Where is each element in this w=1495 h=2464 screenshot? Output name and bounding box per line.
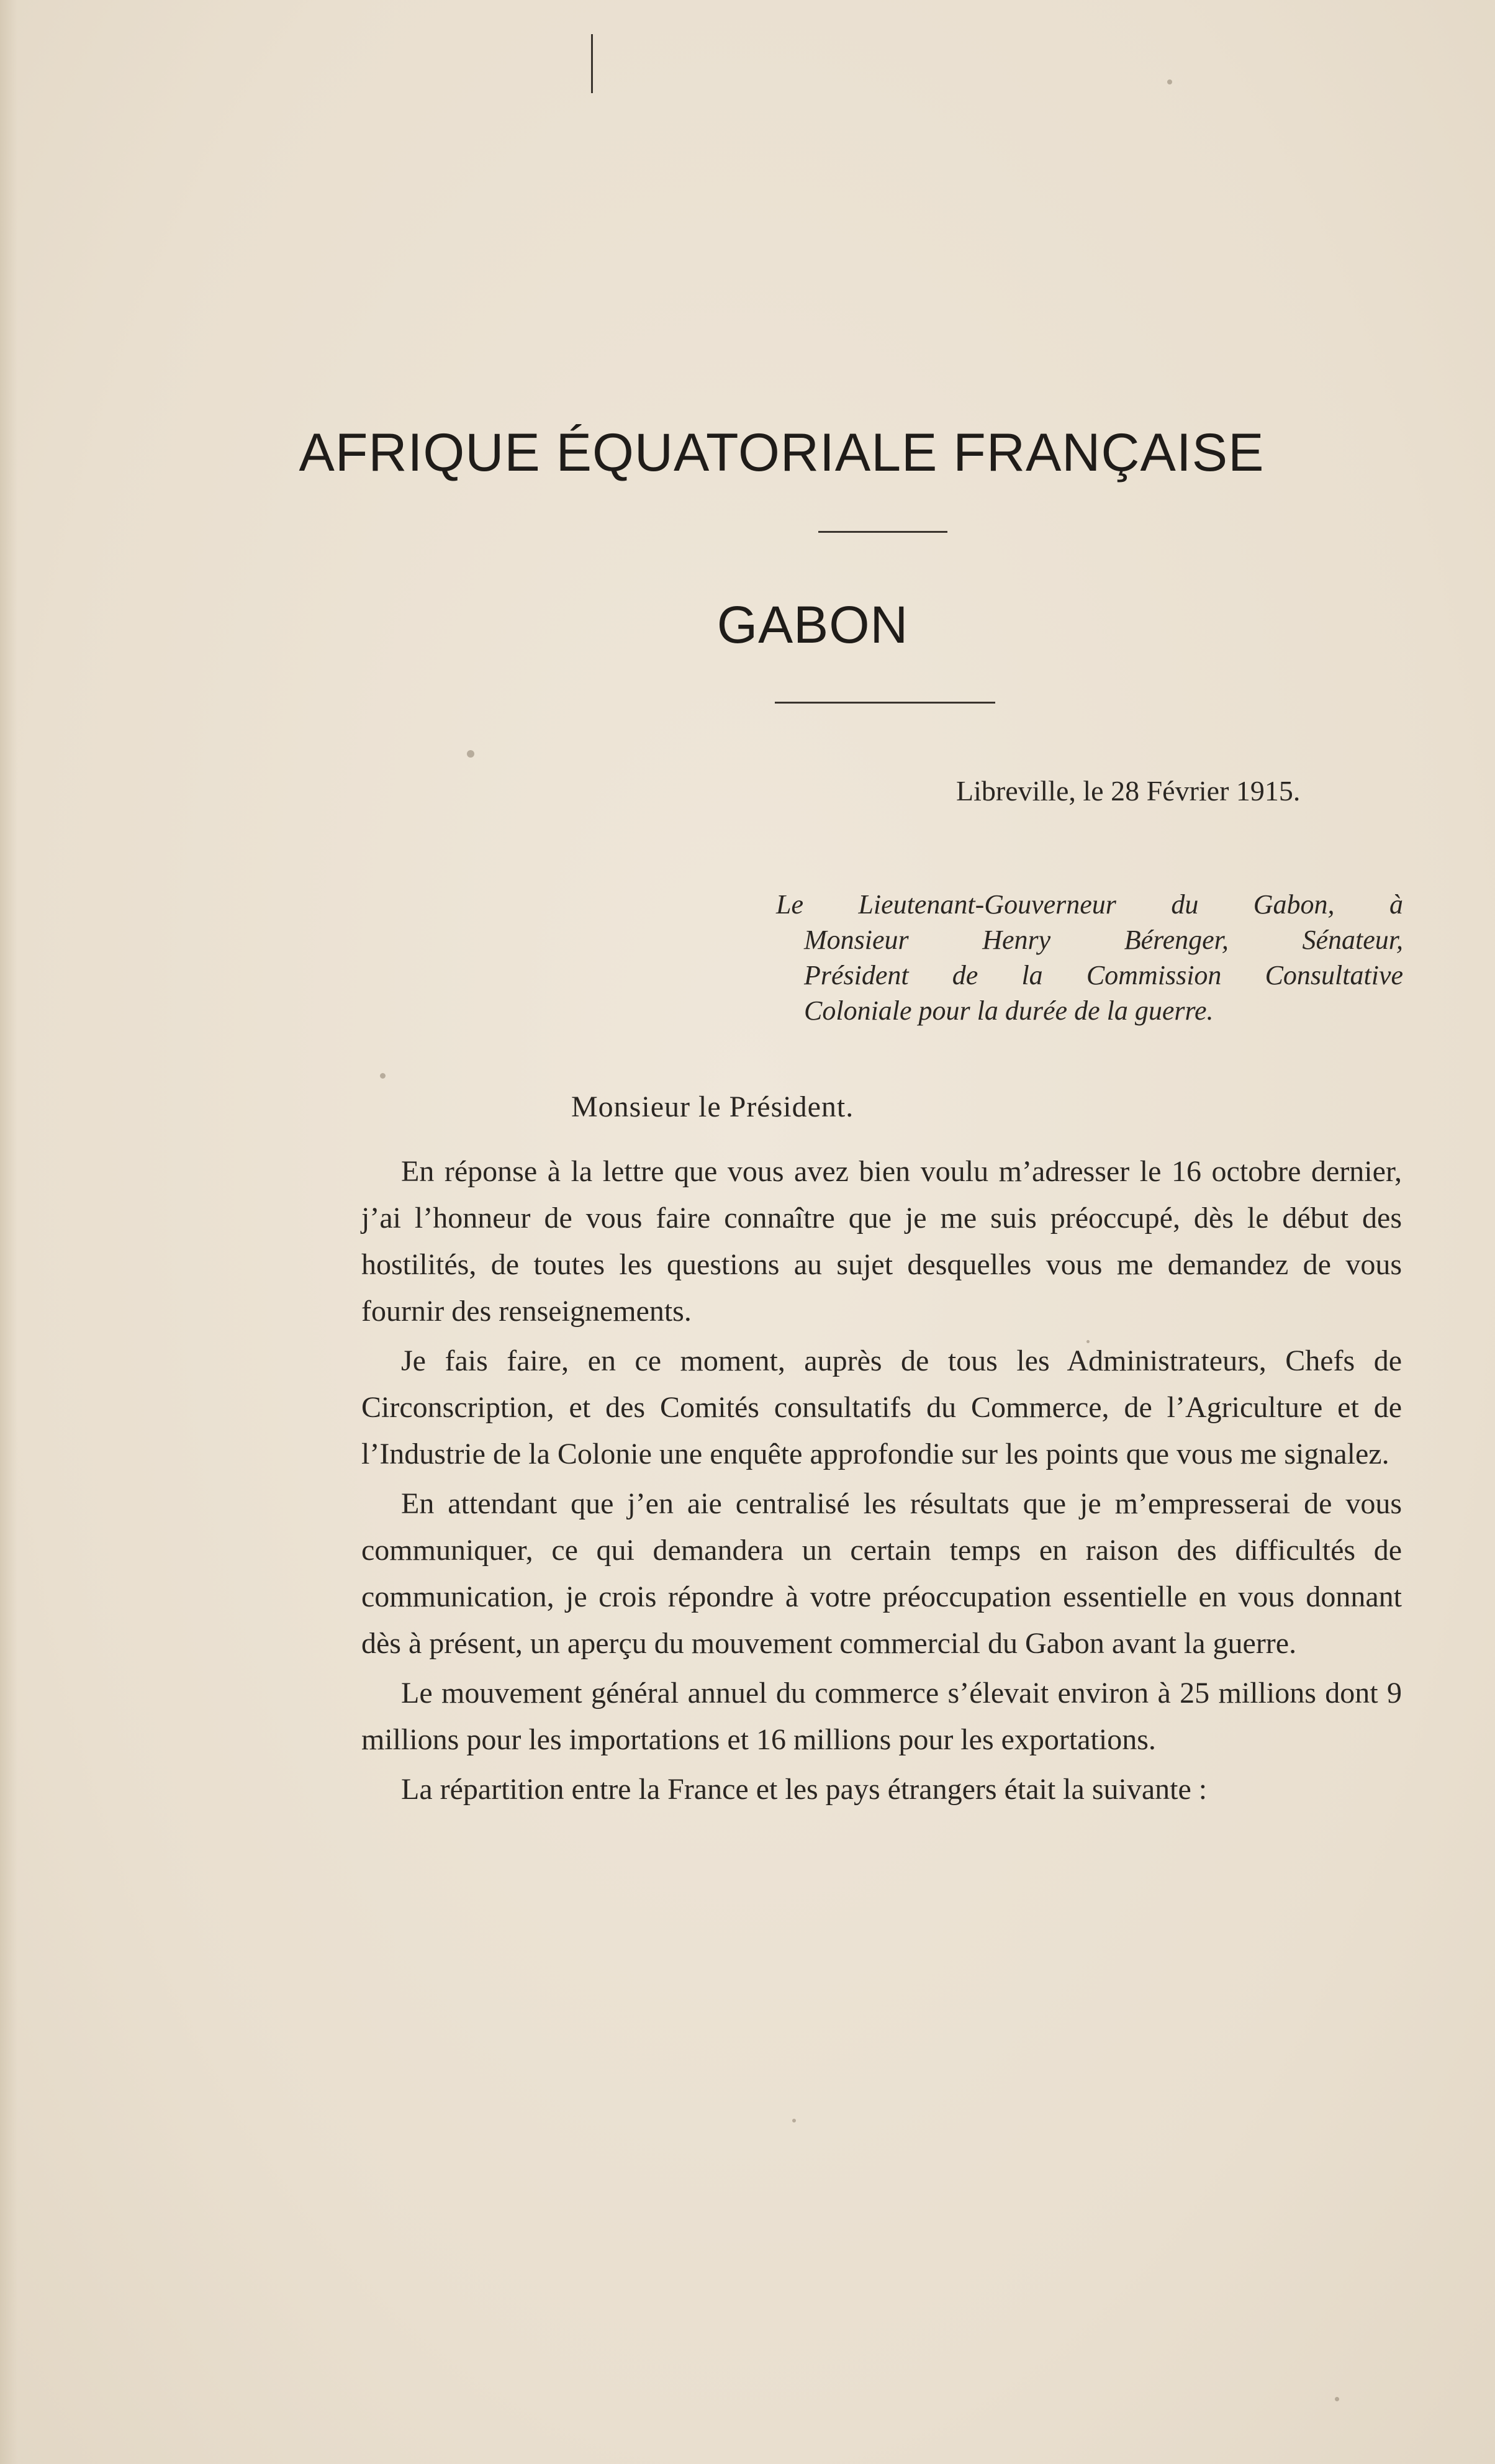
address-line: Monsieur Henry Bérenger, Sénateur,	[804, 925, 1403, 955]
paper-speck	[1167, 79, 1172, 84]
paper-speck	[380, 1073, 386, 1079]
body-paragraph: Je fais faire, en ce moment, auprès de tous les Administrateurs, Chefs de Circonscription, et des Comités consultatifs du Commerce, de l’Agriculture et de l’Industrie de la Colonie une enquête approfondie sur les points que vous me signalez.	[361, 1344, 1402, 1470]
address-line: Coloniale pour la durée de la guerre.	[804, 995, 1214, 1026]
paper-speck	[1335, 2397, 1339, 2401]
page-edge-shadow	[0, 0, 17, 2464]
paper-speck	[792, 2119, 796, 2122]
document-title-text: AFRIQUE ÉQUATORIALE FRANÇAISE	[299, 423, 1265, 482]
address-line: Président de la Commission Consultative	[804, 960, 1403, 990]
address-block	[776, 887, 1403, 1028]
title-divider	[818, 531, 947, 533]
body-paragraph: En réponse à la lettre que vous avez bien voulu m’adresser le 16 octobre dernier, j’ai l’honneur de vous faire connaître que je me suis préoccupé, dès le début des hostilités, de toutes les questions au sujet desquelles vous me demandez de vous fournir des renseignements.	[361, 1155, 1402, 1328]
document-subtitle-text: GABON	[716, 596, 909, 654]
body-paragraph: En attendant que j’en aie centralisé les résultats que je m’empresserai de vous communiquer, ce qui demandera un certain temps en raison des difficultés de communication, je crois répondre à votre préoccupation essentielle en vous donnant dès à présent, un aperçu du mouvement commercial du Gabon avant la guerre.	[361, 1487, 1402, 1660]
document-subtitle	[0, 595, 1495, 655]
salutation: Monsieur le Président.	[571, 1090, 854, 1123]
document-title	[0, 422, 1495, 484]
letter-body	[361, 1148, 1402, 1816]
subtitle-divider	[775, 702, 995, 704]
address-line: Le Lieutenant-Gouverneur du Gabon, à	[776, 889, 1403, 920]
paper-speck	[1086, 1340, 1090, 1343]
body-paragraph: Le mouvement général annuel du commerce s’élevait environ à 25 millions dont 9 millions pour les importations et 16 millions pour les exportations.	[361, 1677, 1402, 1756]
body-paragraph: La répartition entre la France et les pays étrangers était la suivante :	[401, 1773, 1208, 1806]
paper-speck	[467, 750, 474, 758]
dateline: Libreville, le 28 Février 1915.	[956, 775, 1301, 807]
margin-tick-mark	[591, 34, 593, 93]
